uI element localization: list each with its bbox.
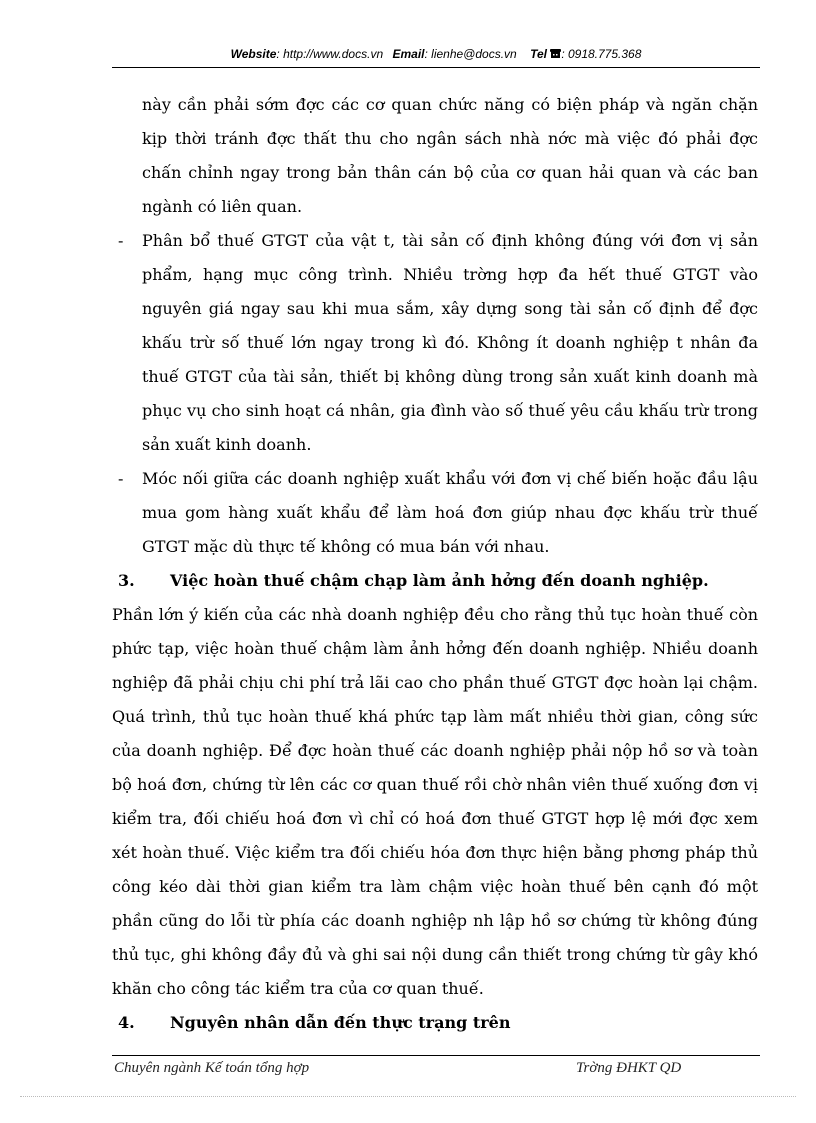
email-value[interactable]: : lienhe@docs.vn <box>424 47 517 61</box>
bullet-item <box>118 462 758 564</box>
website-label: Website <box>230 47 277 61</box>
footer-major: Chuyên ngành Kế toán tổng hợp <box>114 1060 310 1076</box>
heading-number: 3. <box>118 571 135 590</box>
heading-number: 4. <box>118 1013 135 1032</box>
page-edge <box>20 1096 796 1097</box>
heading-text: Việc hoàn thuế chậm chạp làm ảnh hởng đến doanh nghiệp. <box>170 571 709 590</box>
website-value[interactable]: : http://www.docs.vn <box>276 47 384 61</box>
tel-value: : 0918.775.368 <box>561 47 642 61</box>
section-heading-3 <box>118 564 758 598</box>
tel-label: Tel <box>530 47 547 61</box>
page-header <box>112 47 760 62</box>
section-3-paragraph: Phần lớn ý kiến của các nhà doanh nghiệp đều cho rằng thủ tục hoàn thuế còn phức tạp, việc hoàn thuế chậm làm ảnh hởng đến doanh nghiệp. Nhiều doanh nghiệp đã phải chịu chi phí trả lãi cao cho phần thuế GTGT đợc hoàn lại chậm. Quá trình, thủ tục hoàn thuế khá phức tạp làm mất nhiều thời gian, công sức của doanh nghiệp. Để đợc hoàn thuế các doanh nghiệp phải nộp hồ sơ và toàn bộ hoá đơn, chứng từ lên các cơ quan thuế rồi chờ nhân viên thuế xuống đơn vị kiểm tra, đối chiếu hoá đơn vì chỉ có hoá đơn thuế GTGT hợp lệ mới đợc xem xét hoàn thuế. Việc kiểm tra đối chiếu hóa đơn thực hiện bằng phơng pháp thủ công kéo dài thời gian kiểm tra làm chậm việc hoàn thuế bên cạnh đó một phần cũng do lỗi từ phía các doanh nghiệp nh lập hồ sơ chứng từ không đúng thủ tục, ghi không đầy đủ và ghi sai nội dung cần thiết trong chứng từ gây khó khăn cho công tác kiểm tra của cơ quan thuế. <box>112 605 758 998</box>
document-body <box>112 88 758 1040</box>
bullet-dash: - <box>118 231 124 250</box>
heading-text: Nguyên nhân dẫn đến thực trạng trên <box>170 1013 511 1032</box>
footer-school: Trờng ĐHKT QD <box>576 1060 682 1076</box>
paragraph-continuation: này cần phải sớm đợc các cơ quan chức năng có biện pháp và ngăn chặn kịp thời tránh đợc thất thu cho ngân sách nhà nớc mà việc đó phải đợc chấn chỉnh ngay trong bản thân cán bộ của cơ quan hải quan và các ban ngành có liên quan. <box>142 95 758 216</box>
bullet-dash: - <box>118 469 124 488</box>
footer-rule <box>112 1055 760 1056</box>
bullet-text: Phân bổ thuế GTGT của vật t, tài sản cố định không đúng với đơn vị sản phẩm, hạng mục công trình. Nhiều trờng hợp đa hết thuế GTGT vào nguyên giá ngay sau khi mua sắm, xây dựng song tài sản cố định để đợc khấu trừ số thuế lớn ngay trong kì đó. Không ít doanh nghiệp t nhân đa thuế GTGT của tài sản, thiết bị không dùng trong sản xuất kinh doanh mà phục vụ cho sinh hoạt cá nhân, gia đình vào số thuế yêu cầu khấu trừ trong sản xuất kinh doanh. <box>142 231 758 454</box>
phone-icon <box>550 48 561 62</box>
header-rule <box>112 67 760 68</box>
email-label: Email <box>392 47 425 61</box>
bullet-item <box>118 224 758 462</box>
section-heading-4 <box>118 1006 758 1040</box>
bullet-text: Móc nối giữa các doanh nghiệp xuất khẩu với đơn vị chế biến hoặc đầu lậu mua gom hàng xuất khẩu để làm hoá đơn giúp nhau đợc khấu trừ thuế GTGT mặc dù thực tế không có mua bán với nhau. <box>142 469 758 556</box>
